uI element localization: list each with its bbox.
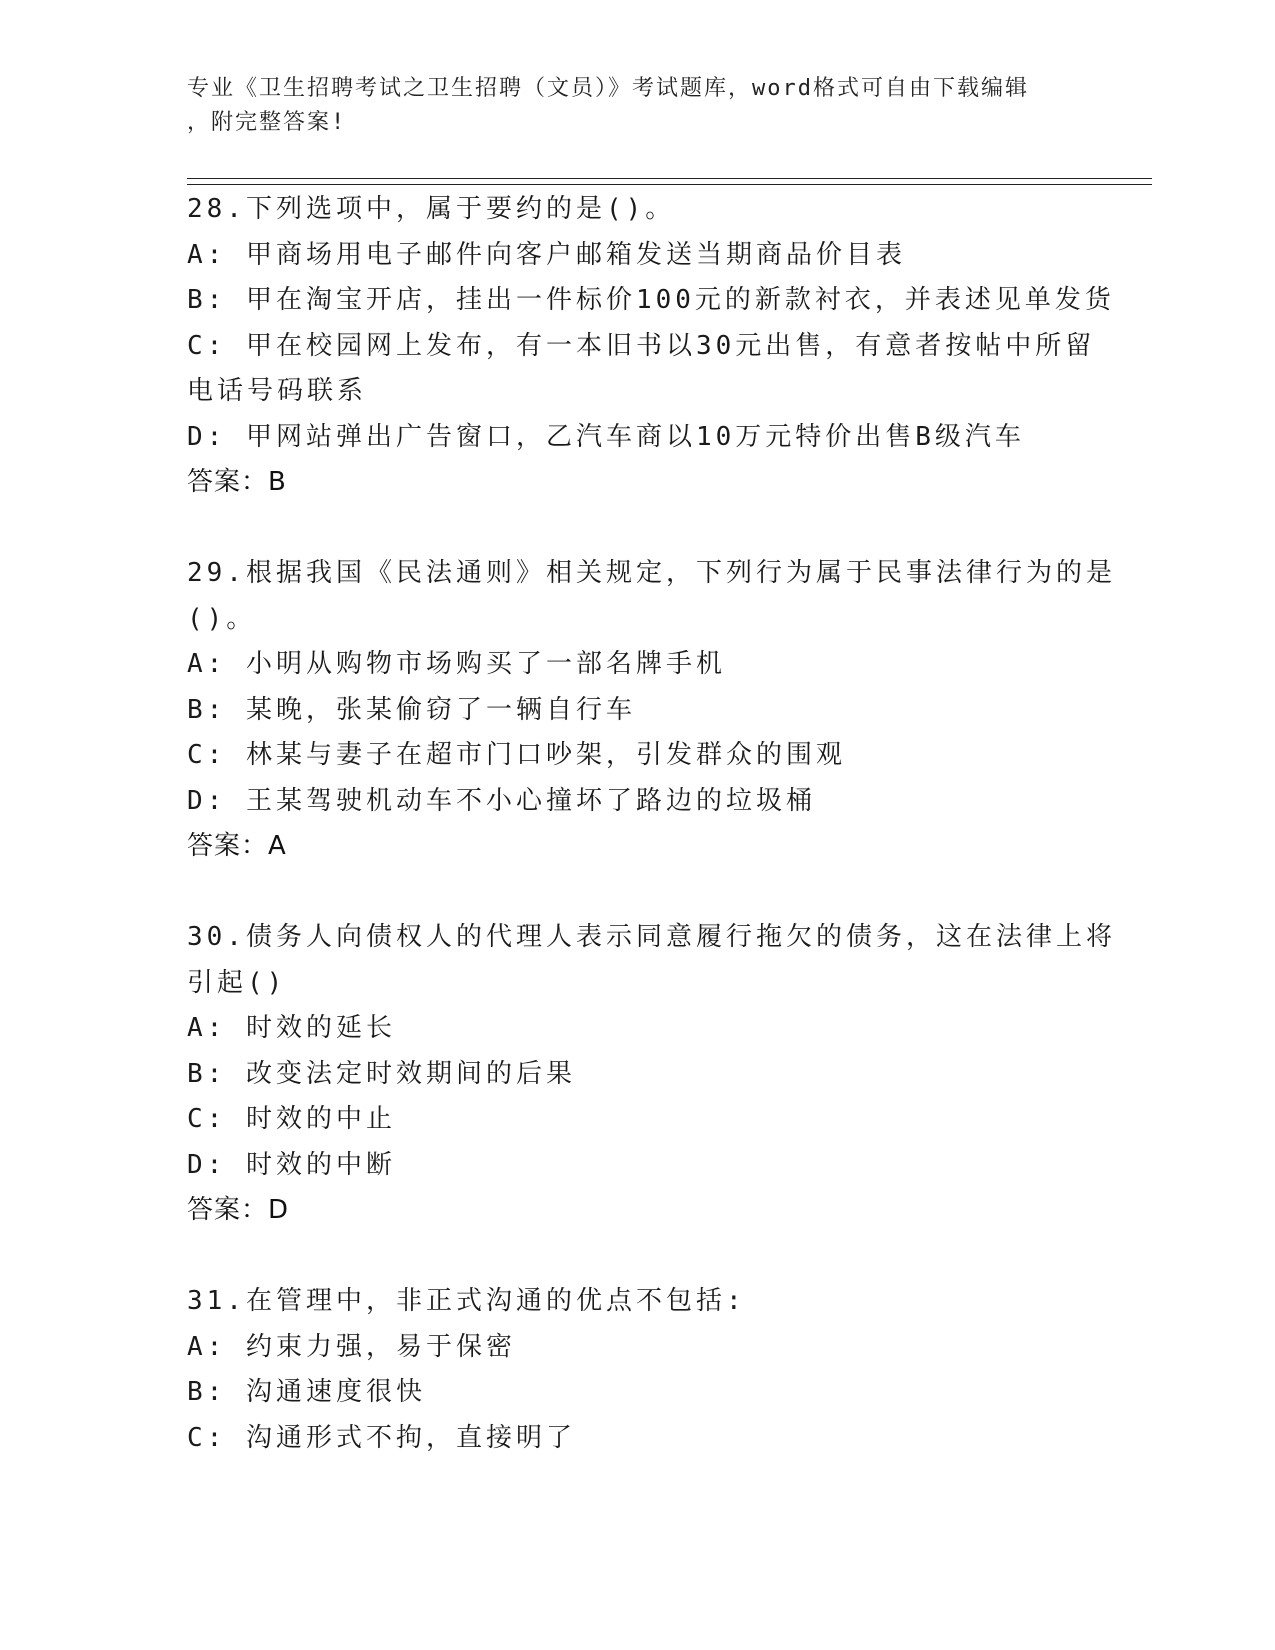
option-c: C: 沟通形式不拘，直接明了 <box>187 1422 576 1453</box>
question-stem: 28.下列选项中，属于要约的是()。 <box>187 194 676 224</box>
option-c: C: 时效的中止 <box>187 1104 396 1134</box>
option-c: C: 甲在校园网上发布，有一本旧书以30元出售，有意者按帖中所留 <box>187 330 1096 361</box>
question-stem: 29.根据我国《民法通则》相关规定，下列行为属于民事法律行为的是 <box>187 558 1116 588</box>
answer: 答案：B <box>187 467 287 497</box>
question-29 <box>187 551 1116 870</box>
header-divider-bottom <box>187 184 1152 185</box>
option-d: D: 甲网站弹出广告窗口，乙汽车商以10万元特价出售B级汽车 <box>187 421 1025 452</box>
spacer <box>187 870 1087 916</box>
option-a: A: 甲商场用电子邮件向客户邮箱发送当期商品价目表 <box>187 239 906 270</box>
answer: 答案：D <box>187 1195 290 1225</box>
question-stem-continued: ()。 <box>187 603 257 634</box>
option-d: D: 时效的中断 <box>187 1149 396 1180</box>
question-list <box>187 187 1116 1461</box>
question-31 <box>187 1279 1087 1461</box>
question-stem: 30.债务人向债权人的代理人表示同意履行拖欠的债务，这在法律上将 <box>187 922 1116 952</box>
option-c-continued: 电话号码联系 <box>187 376 368 406</box>
header-line-2: ，附完整答案! <box>187 110 347 135</box>
option-b: B: 沟通速度很快 <box>187 1377 426 1407</box>
question-stem: 31.在管理中，非正式沟通的优点不包括: <box>187 1286 746 1316</box>
question-stem-continued: 引起() <box>187 967 287 998</box>
option-b: B: 改变法定时效期间的后果 <box>187 1058 576 1089</box>
question-28 <box>187 187 1115 506</box>
option-a: A: 约束力强，易于保密 <box>187 1331 516 1362</box>
option-a: A: 时效的延长 <box>187 1013 396 1043</box>
option-d: D: 王某驾驶机动车不小心撞坏了路边的垃圾桶 <box>187 785 816 816</box>
option-b: B: 甲在淘宝开店，挂出一件标价100元的新款衬衣，并表述见单发货 <box>187 285 1115 315</box>
question-30 <box>187 915 1116 1234</box>
answer: 答案：A <box>187 831 287 861</box>
document-header <box>187 72 1067 140</box>
spacer <box>187 1234 1087 1280</box>
option-c: C: 林某与妻子在超市门口吵架，引发群众的围观 <box>187 740 846 770</box>
option-a: A: 小明从购物市场购买了一部名牌手机 <box>187 649 726 679</box>
header-line-1: 专业《卫生招聘考试之卫生招聘（文员）》考试题库，word格式可自由下载编辑 <box>187 76 1029 101</box>
spacer <box>187 506 1087 552</box>
option-b: B: 某晚，张某偷窃了一辆自行车 <box>187 694 636 725</box>
header-divider-top <box>187 178 1152 179</box>
